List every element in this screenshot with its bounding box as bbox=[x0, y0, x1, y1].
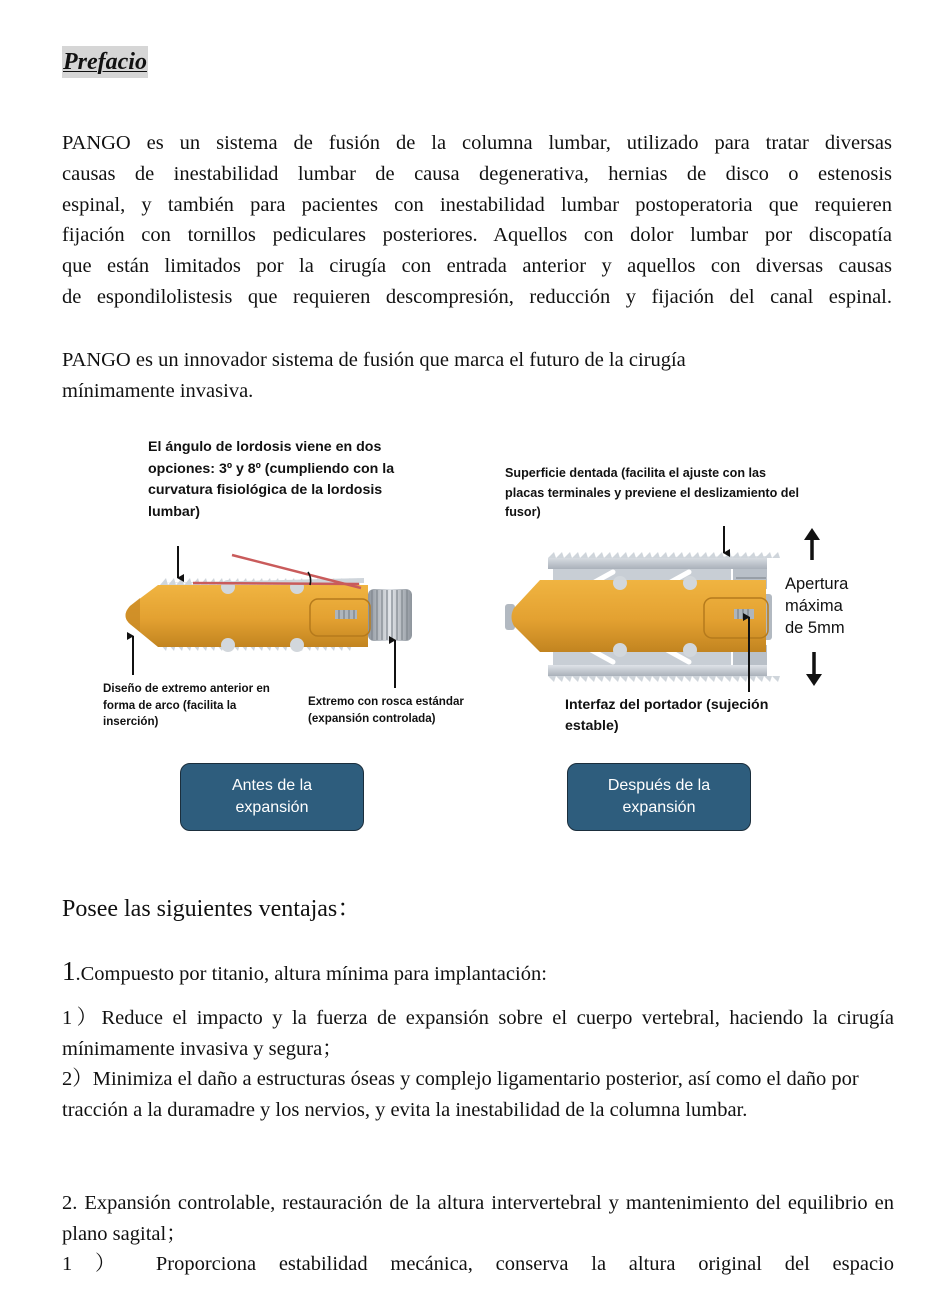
intro-line: causas de inestabilidad lumbar de causa degenerativa, hernias de disco o estenosis bbox=[62, 162, 892, 185]
innovation-paragraph bbox=[62, 345, 852, 407]
page-title: Prefacio bbox=[62, 46, 148, 78]
label-toothed-surface: Superficie dentada (facilita el ajuste con las placas terminales y previene el deslizamiento del fusor) bbox=[505, 466, 799, 519]
advantages-heading: Posee las siguientes ventajas： bbox=[62, 896, 362, 922]
implant-after-expansion bbox=[505, 526, 822, 692]
before-expansion-label: Antes de la expansión bbox=[231, 777, 313, 816]
after-expansion-button[interactable] bbox=[567, 763, 751, 831]
label-threaded-end: Extremo con rosca estándar (expansión controlada) bbox=[308, 695, 464, 725]
advantage-2-title: 2. Expansión controlable, restauración de la altura intervertebral y mantenimiento del equilibrio en plano sagital； bbox=[62, 1192, 894, 1245]
intro-line: espinal, y también para pacientes con inestabilidad lumbar postoperatoria que requieren bbox=[62, 193, 892, 216]
label-max-opening: Apertura máxima de 5mm bbox=[785, 575, 849, 637]
intro-paragraph bbox=[62, 128, 892, 313]
intro-line: fijación con tornillos pediculares posteriores. Aquellos con dolor lumbar por discopatía bbox=[62, 224, 892, 247]
intro-line: que están limitados por la cirugía con entrada anterior y aquellos con diversas causas bbox=[62, 255, 892, 278]
advantage-point: 1 ） Proporciona estabilidad mecánica, conserva la altura original del espacio bbox=[62, 1253, 894, 1275]
after-expansion-label: Después de la expansión bbox=[607, 777, 711, 816]
innovation-line: PANGO es un innovador sistema de fusión que marca el futuro de la cirugía bbox=[62, 349, 686, 371]
before-expansion-button[interactable] bbox=[180, 763, 364, 831]
advantage-point: 1）Reduce el impacto y la fuerza de expansión sobre el cuerpo vertebral, haciendo la cirugía mínimamente invasiva y segura； bbox=[62, 1007, 894, 1060]
label-lordosis-angle: El ángulo de lordosis viene en dos opciones: 3º y 8º (cumpliendo con la curvatura fisiológica de la lordosis lumbar) bbox=[148, 439, 395, 520]
intro-line: PANGO es un sistema de fusión de la columna lumbar, utilizado para tratar diversas bbox=[62, 132, 892, 154]
label-anterior-end: Diseño de extremo anterior en forma de arco (facilita la inserción) bbox=[103, 682, 270, 728]
advantage-1-number: 1 bbox=[62, 956, 76, 986]
intro-line: de espondilolistesis que requieren descompresión, reducción y fijación del canal espinal. bbox=[62, 285, 892, 308]
innovation-line: mínimamente invasiva. bbox=[62, 380, 254, 402]
advantage-point: 2）Minimiza el daño a estructuras óseas y complejo ligamentario posterior, así como el daño por tracción a la duramadre y los nervios, y evita la inestabilidad de la columna lumbar. bbox=[62, 1068, 859, 1121]
implant-before-expansion bbox=[126, 546, 413, 688]
advantage-2 bbox=[62, 1188, 894, 1280]
label-carrier-interface: Interfaz del portador (sujeción estable) bbox=[565, 697, 769, 734]
advantage-1-points bbox=[62, 1003, 894, 1125]
advantage-1-title bbox=[62, 955, 547, 990]
advantage-1-text: .Compuesto por titanio, altura mínima para implantación: bbox=[75, 963, 547, 985]
